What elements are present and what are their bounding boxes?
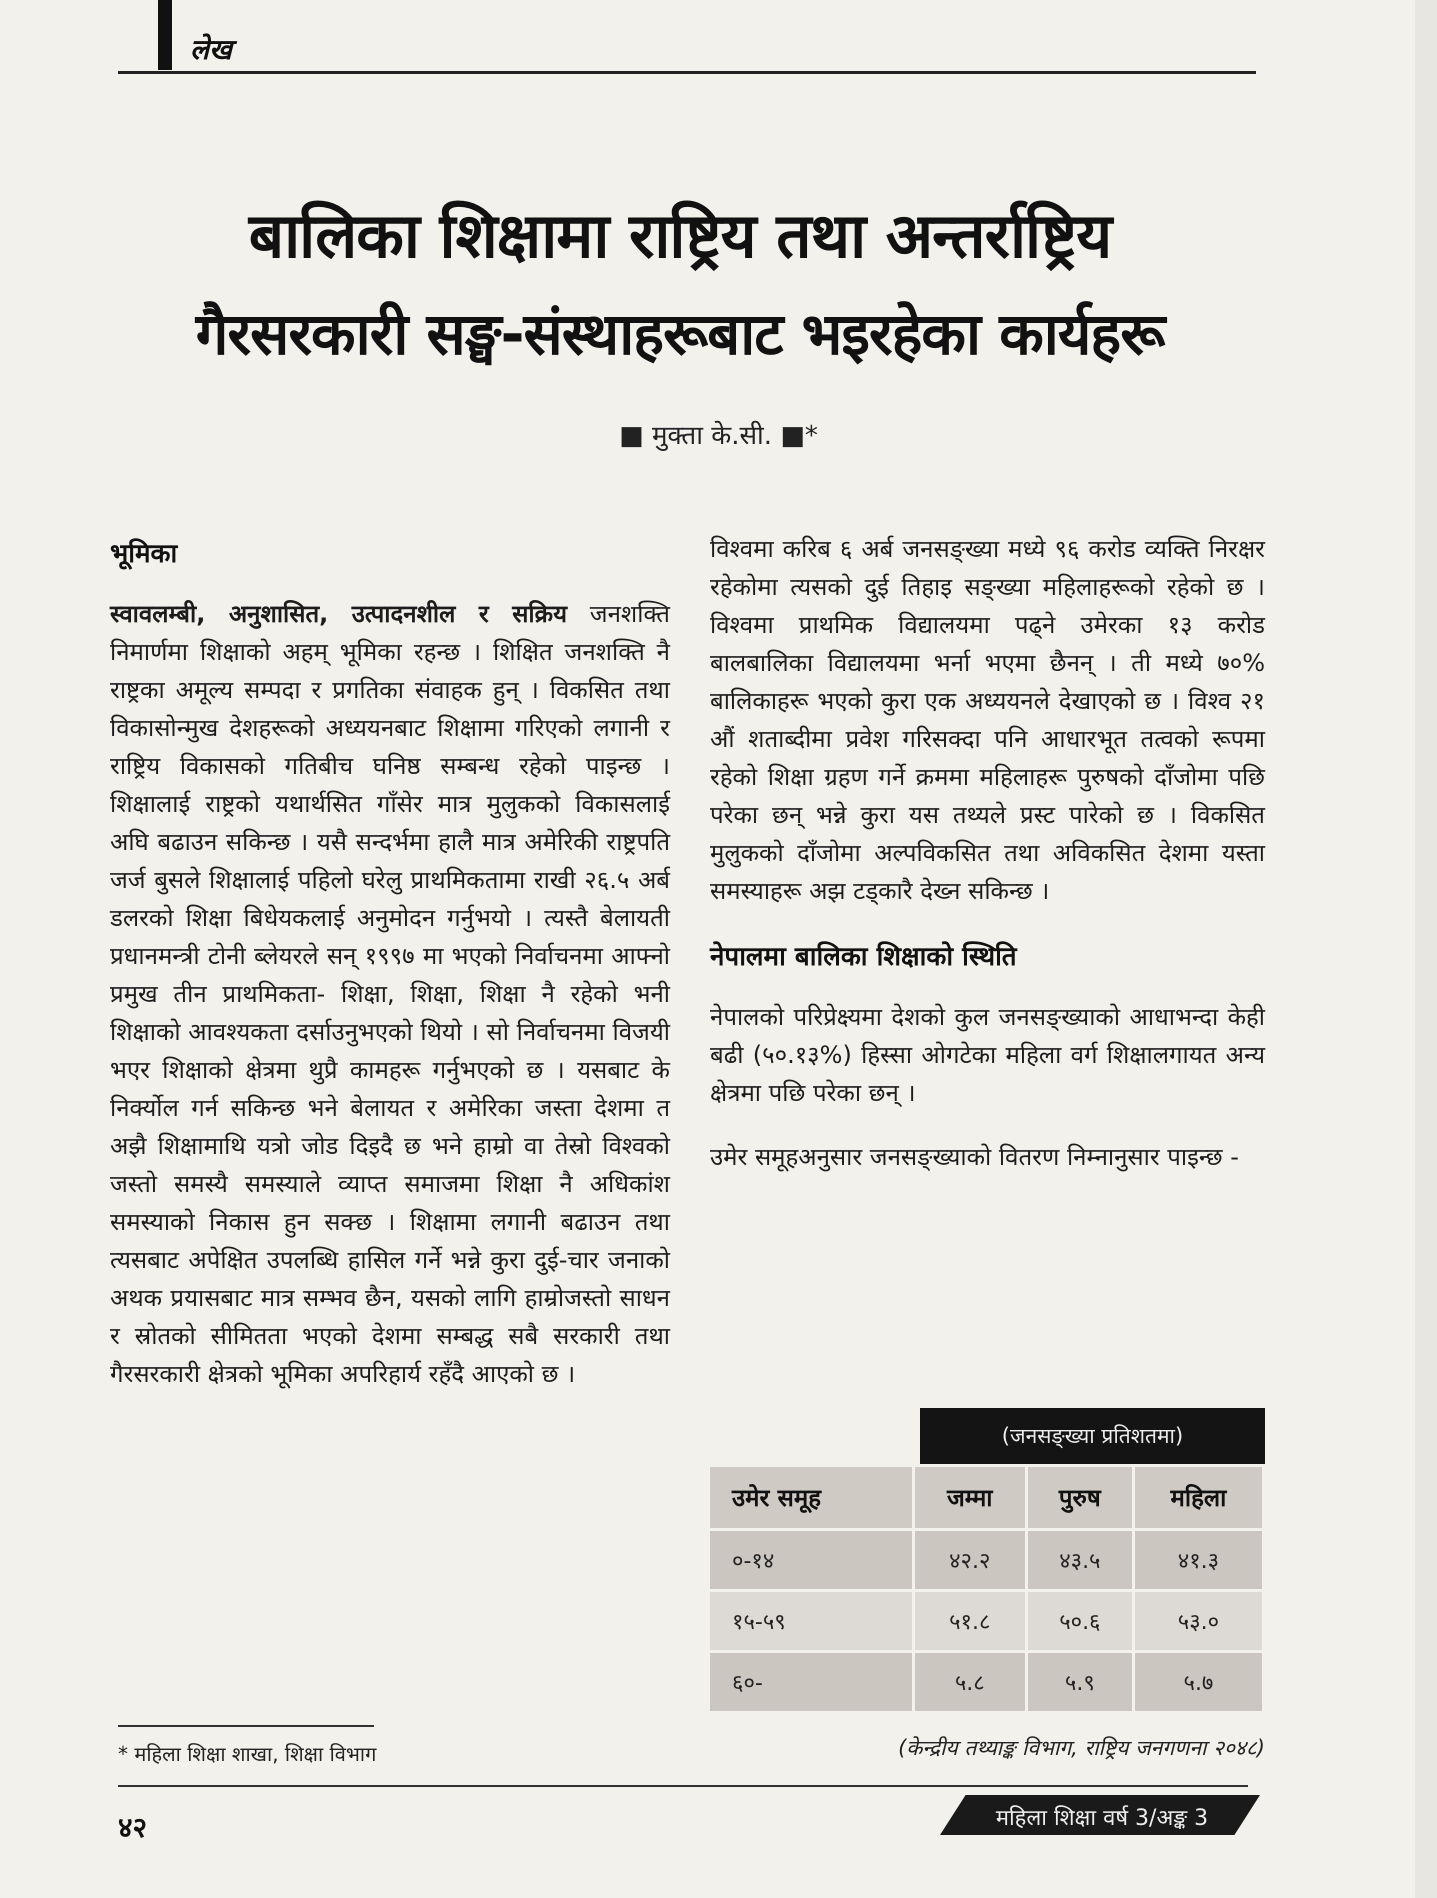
nepal-section-heading: नेपालमा बालिका शिक्षाको स्थिति (710, 942, 1017, 972)
table-cell: १५-५९ (710, 1589, 915, 1650)
right-column (710, 530, 1265, 1194)
author-footnote: * महिला शिक्षा शाखा, शिक्षा विभाग (118, 1742, 377, 1766)
table-cell: ४१.३ (1135, 1528, 1265, 1589)
footer-rule (118, 1785, 1248, 1787)
table-cell: ५.८ (915, 1650, 1028, 1711)
intro-heading: भूमिका (110, 539, 178, 569)
page-edge (1415, 0, 1437, 1898)
intro-lead: स्वावलम्बी, अनुशासित, उत्पादनशील र सक्रिय (110, 600, 567, 628)
article-title-line-2: गैरसरकारी सङ्घ-संस्थाहरूबाट भइरहेका कार्यहरू (195, 300, 1165, 368)
table-header-cell: पुरुष (1028, 1464, 1135, 1528)
table-cell: ५.७ (1135, 1650, 1265, 1711)
table-header-cell: महिला (1135, 1464, 1265, 1528)
header-rule (118, 71, 1256, 74)
table-row (710, 1528, 1265, 1589)
table-header-cell: जम्मा (915, 1464, 1028, 1528)
table-cell: ५.९ (1028, 1650, 1135, 1711)
page-number: ४२ (118, 1811, 148, 1844)
world-literacy-paragraph: विश्वमा करिब ६ अर्ब जनसङ्ख्या मध्ये ९६ करोड व्यक्ति निरक्षर रहेकोमा त्यसको दुई तिहाइ सङ्ख्या महिलाहरूको रहेको छ । विश्वमा प्राथमिक विद्यालयमा पढ्ने उमेरका १३ करोड बालबालिका विद्यालयमा भर्ना भएमा छैनन् । ती मध्ये ७०% बालिकाहरू भएको कुरा एक अध्ययनले देखाएको छ । विश्व २१ औं शताब्दीमा प्रवेश गरिसक्दा पनि आधारभूत तत्वको रूपमा रहेको शिक्षा ग्रहण गर्ने क्रममा महिलाहरू पुरुषको दाँजोमा पछि परेका छन् भन्ने कुरा यस तथ्यले प्रस्ट पारेको छ । विकसित मुलुकको दाँजोमा अल्पविकसित तथा अविकसित देशमा यस्ता समस्याहरू अझ टड्कारै देख्न सकिन्छ । (710, 535, 1265, 905)
journal-label: महिला शिक्षा वर्ष 3/अङ्क 3 (995, 1806, 1209, 1831)
table-cell: ०-१४ (710, 1528, 915, 1589)
table-cell: ४२.२ (915, 1528, 1028, 1589)
population-table-grid (710, 1464, 1265, 1711)
intro-paragraph (110, 595, 670, 1393)
table-cell: ६०- (710, 1650, 915, 1711)
table-caption: (जनसङ्ख्या प्रतिशतमा) (920, 1408, 1265, 1464)
table-row (710, 1589, 1265, 1650)
table-header-row (710, 1464, 1265, 1528)
nepal-paragraph-1: नेपालको परिप्रेक्ष्यमा देशको कुल जनसङ्ख्याको आधाभन्दा केही बढी (५०.१३%) हिस्सा ओगटेका महिला वर्ग शिक्षालगायत अन्य क्षेत्रमा पछि परेका छन् । (710, 1003, 1265, 1107)
intro-body: जनशक्ति निमार्णमा शिक्षाको अहम् भूमिका रहन्छ । शिक्षित जनशक्ति नै राष्ट्रका अमूल्य सम्पदा र प्रगतिका संवाहक हुन् । विकसित तथा विकासोन्मुख देशहरूको अध्ययनबाट शिक्षामा गरिएको लगानी र राष्ट्रिय विकासको गतिबीच घनिष्ठ सम्बन्ध रहेको पाइन्छ । शिक्षालाई राष्ट्रको यथार्थसित गाँसेर मात्र मुलुकको विकासलाई अघि बढाउन सकिन्छ । यसै सन्दर्भमा हालै मात्र अमेरिकी राष्ट्रपति जर्ज बुसले शिक्षालाई पहिलो घरेलु प्राथमिकतामा राखी २६.५ अर्ब डलरको शिक्षा बिधेयकलाई अनुमोदन गर्नुभयो । त्यस्तै बेलायती प्रधानमन्त्री टोनी ब्लेयरले सन् १९९७ मा भएको निर्वाचनमा आफ्नो प्रमुख तीन प्राथमिकता- शिक्षा, शिक्षा, शिक्षा नै रहेको भनी शिक्षाको आवश्यकता दर्साउनुभएको थियो । सो निर्वाचनमा विजयी भएर शिक्षाको क्षेत्रमा थुप्रै कामहरू गर्नुभएको छ । यसबाट के निर्क्योल गर्न सकिन्छ भने बेलायत र अमेरिका जस्ता देशमा त अझै शिक्षामाथि यत्रो जोड दिइदै छ भने हाम्रो वा तेस्रो विश्वको जस्तो समस्यै समस्याले व्याप्त समाजमा शिक्षा नै अधिकांश समस्याको निकास हुन सक्छ । शिक्षामा लगानी बढाउन तथा त्यसबाट अपेक्षित उपलब्धि हासिल गर्ने भन्ने कुरा दुई-चार जनाको अथक प्रयासबाट मात्र सम्भव छैन, यसको लागि हाम्रोजस्तो साधन र स्रोतको सीमितता भएको देशमा सम्बद्ध सबै सरकारी तथा गैरसरकारी क्षेत्रको भूमिका अपरिहार्य रहँदै आएको छ । (110, 600, 670, 1388)
section-tag: लेख (190, 33, 232, 66)
table-source: (केन्द्रीय तथ्याङ्क विभाग, राष्ट्रिय जनगणना २०४८) (898, 1736, 1265, 1760)
section-marker-bar (158, 0, 172, 70)
table-cell: ५३.० (1135, 1589, 1265, 1650)
table-header-cell: उमेर समूह (710, 1464, 915, 1528)
table-row (710, 1650, 1265, 1711)
table-cell: ५०.६ (1028, 1589, 1135, 1650)
population-table (710, 1408, 1265, 1711)
footnote-rule (118, 1725, 374, 1727)
author-byline: ■ मुक्ता के.सी. ■* (619, 421, 818, 451)
article-title-line-1: बालिका शिक्षामा राष्ट्रिय तथा अन्तर्राष्ट्रिय (248, 199, 1112, 272)
table-cell: ५१.८ (915, 1589, 1028, 1650)
left-column (110, 535, 670, 1411)
nepal-paragraph-2: उमेर समूहअनुसार जनसङ्ख्याको वितरण निम्नानुसार पाइन्छ - (710, 1143, 1239, 1171)
table-cell: ४३.५ (1028, 1528, 1135, 1589)
